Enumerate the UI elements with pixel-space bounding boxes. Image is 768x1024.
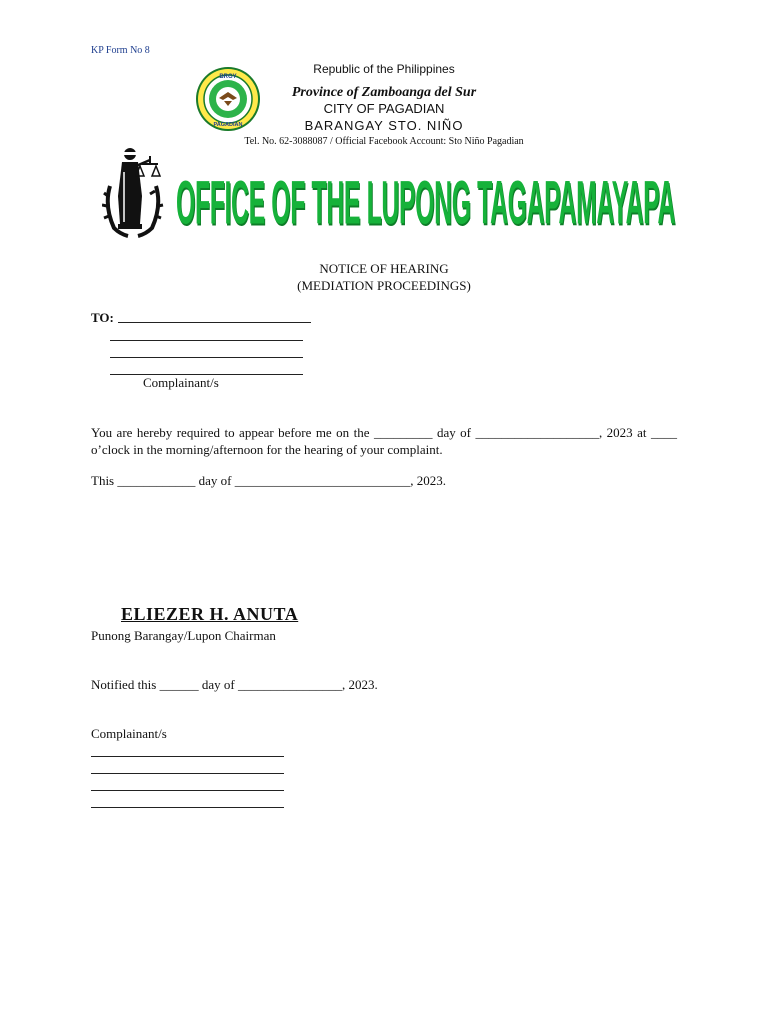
notice-title-line2: (MEDIATION PROCEEDINGS) (297, 278, 471, 293)
to-label: TO: (91, 310, 114, 325)
complainant-signature-line[interactable] (91, 807, 284, 808)
svg-text:BRGY: BRGY (219, 74, 237, 80)
contact-line: Tel. No. 62-3088087 / Official Facebook Account: Sto Niño Pagadian (244, 136, 524, 147)
office-title-text: OFFICE OF THE LUPONG TAGAPAMAYAPA (176, 170, 676, 238)
svg-text:PAGADIAN: PAGADIAN (213, 122, 243, 128)
hearing-paragraph: You are hereby required to appear before me on the _________ day of ___________________, 2023 at ____ o’clock in the morning/afternoon for the hearing of your complaint. (91, 425, 677, 457)
form-number: KP Form No 8 (91, 45, 150, 56)
complainant-signature-line[interactable] (91, 756, 284, 757)
addressee-line[interactable] (110, 357, 303, 358)
office-title (176, 170, 768, 238)
city-heading: CITY OF PAGADIAN (323, 101, 445, 116)
complainant-signature-label: Complainant/s (91, 726, 167, 741)
complainant-label: Complainant/s (143, 375, 219, 390)
province-heading: Province of Zamboanga del Sur (291, 85, 477, 100)
complainant-signature-line[interactable] (91, 773, 284, 774)
notice-title (0, 260, 768, 294)
complainant-signature-line[interactable] (91, 790, 284, 791)
lady-justice-icon (102, 146, 164, 240)
addressee-line[interactable] (110, 340, 303, 341)
date-line: This ____________ day of ___________________________, 2023. (91, 473, 446, 488)
addressee-line[interactable] (118, 322, 311, 323)
notice-title-line1: NOTICE OF HEARING (319, 261, 449, 276)
notified-line: Notified this ______ day of ________________, 2023. (91, 677, 378, 692)
signatory-name: ELIEZER H. ANUTA (121, 604, 299, 624)
republic-heading: Republic of the Philippines (313, 62, 455, 76)
signatory-title: Punong Barangay/Lupon Chairman (91, 628, 276, 643)
barangay-heading: BARANGAY STO. NIÑO (304, 118, 464, 133)
